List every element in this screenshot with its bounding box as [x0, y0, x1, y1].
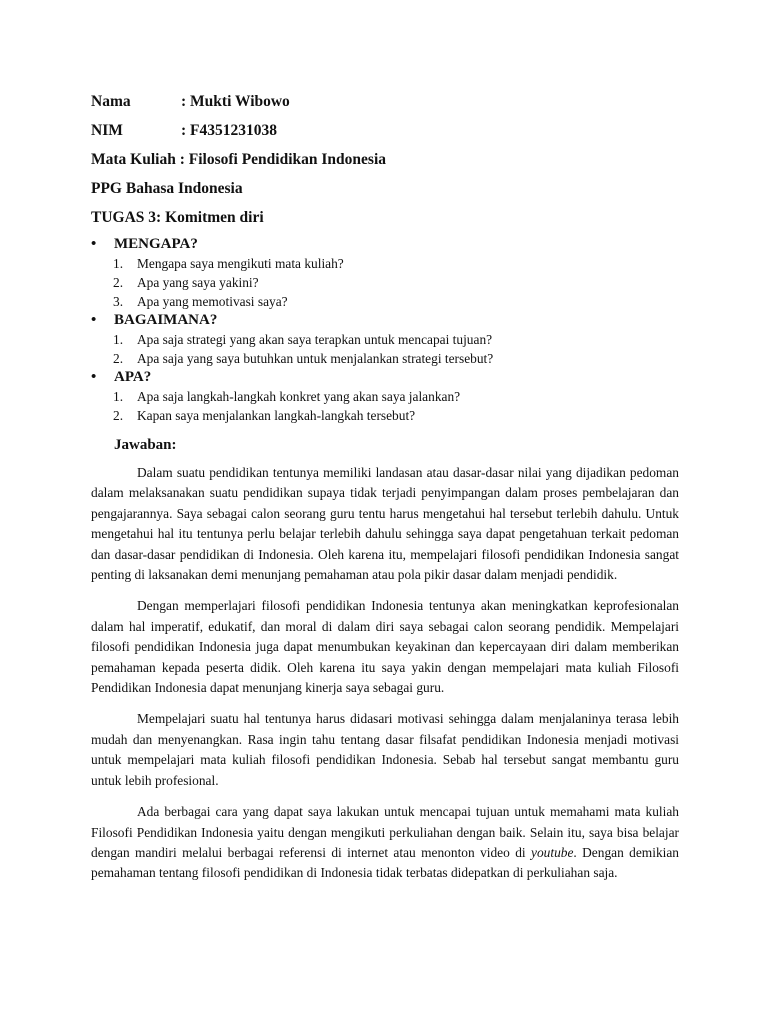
list-text: Apa saja yang saya butuhkan untuk menjalankan strategi tersebut? [137, 351, 494, 366]
paragraph-1: Dalam suatu pendidikan tentunya memiliki landasan atau dasar-dasar nilai yang dijadikan pedoman dalam melaksanakan suatu pendidikan supaya tidak terjadi penyimpangan dalam proses pembelajaran dan pengajarannya. Saya sebagai calon seorang guru tentu harus mengetahui hal tersebut terlebih dahulu. Untuk mengetahui hal itu tentunya perlu belajar terlebih dahulu sehingga saya dapat pengetahuan terkait pedoman dan dasar-dasar pendidikan di Indonesia. Oleh karena itu, mempelajari filosofi pendidikan Indonesia sangat penting di laksanakan demi menunjang pemahaman atau pola pikir dasar dalam menjadi pendidik. [91, 465, 679, 583]
list-item [91, 254, 679, 273]
list-text: Mengapa saya mengikuti mata kuliah? [137, 256, 344, 271]
paragraph-4-text-end: . Dengan demikian pemahaman tentang filosofi pendidikan di Indonesia tidak terbatas didepatkan di perkuliahan saja. [91, 844, 680, 881]
section-title: APA? [114, 369, 152, 385]
list-text: Kapan saya menjalankan langkah-langkah tersebut? [137, 408, 416, 423]
list-item [91, 273, 679, 292]
list-number: 2. [113, 351, 124, 366]
name-value: : Mukti Wibowo [181, 93, 290, 110]
bullet-icon: • [91, 236, 97, 252]
nim-value: : F4351231038 [181, 122, 278, 139]
nim-label: NIM [91, 122, 123, 139]
list-text: Apa saja strategi yang akan saya terapkan untuk mencapai tujuan? [137, 332, 493, 347]
list-item [91, 387, 679, 406]
nim-row [91, 119, 679, 148]
list-item [91, 349, 679, 368]
name-label: Nama [91, 93, 131, 110]
section-title: BAGAIMANA? [114, 312, 218, 328]
paragraph-4 [91, 802, 679, 884]
course-value: : Filosofi Pendidikan Indonesia [179, 151, 386, 168]
list-number: 2. [113, 408, 124, 423]
list-item [91, 292, 679, 311]
list-item [91, 330, 679, 349]
list-number: 1. [113, 332, 124, 347]
list-number: 2. [113, 275, 124, 290]
bullet-icon: • [91, 312, 97, 328]
list-number: 1. [113, 256, 124, 271]
answer-heading: Jawaban: [114, 437, 177, 453]
section-heading-apa [91, 368, 679, 387]
section-title: MENGAPA? [114, 236, 198, 252]
course-row [91, 148, 679, 177]
name-row [91, 90, 679, 119]
document-page [91, 90, 679, 895]
section-heading-bagaimana [91, 311, 679, 330]
bullet-icon: • [91, 369, 97, 385]
paragraph-4-text: Ada berbagai cara yang dapat saya lakukan untuk mencapai tujuan untuk memahami mata kuliah Filosofi Pendidikan Indonesia yaitu dengan mengikuti perkuliahan dengan baik. Selain itu, saya bisa belajar dengan mandiri melalui berbagai referensi di internet atau menonton video di [91, 804, 679, 860]
section-heading-mengapa [91, 235, 679, 254]
list-text: Apa yang saya yakini? [137, 275, 259, 290]
course-label: Mata Kuliah [91, 151, 176, 168]
paragraph-3: Mempelajari suatu hal tentunya harus didasari motivasi sehingga dalam menjalaninya terasa lebih mudah dan menyenangkan. Rasa ingin tahu tentang dasar filsafat pendidikan Indonesia menjadi motivasi untuk mempelajari mata kuliah filosofi pendidikan Indonesia. Sebab hal tersebut sangat membantu guru untuk lebih profesional. [91, 711, 679, 788]
task-title: TUGAS 3: Komitmen diri [91, 209, 264, 226]
program-line: PPG Bahasa Indonesia [91, 180, 243, 197]
paragraph-4-italic: youtube [531, 844, 574, 860]
paragraph-2: Dengan memperlajari filosofi pendidikan Indonesia tentunya akan meningkatkan keprofesionalan dalam hal imperatif, edukatif, dan moral di dalam diri saya sebagai calon seorang pendidik. Mempelajari filosofi pendidikan Indonesia juga dapat menumbukan keyakinan dan kepercayaan diri dalam memberikan pemahaman kepada peserta didik. Oleh karena itu saya yakin dengan mempelajari mata kuliah Filosofi Pendidikan Indonesia dapat menunjang kinerja saya sebagai guru. [91, 598, 679, 696]
list-number: 3. [113, 294, 124, 309]
list-number: 1. [113, 389, 124, 404]
list-text: Apa yang memotivasi saya? [137, 294, 288, 309]
list-item [91, 406, 679, 425]
list-text: Apa saja langkah-langkah konkret yang akan saya jalankan? [137, 389, 461, 404]
